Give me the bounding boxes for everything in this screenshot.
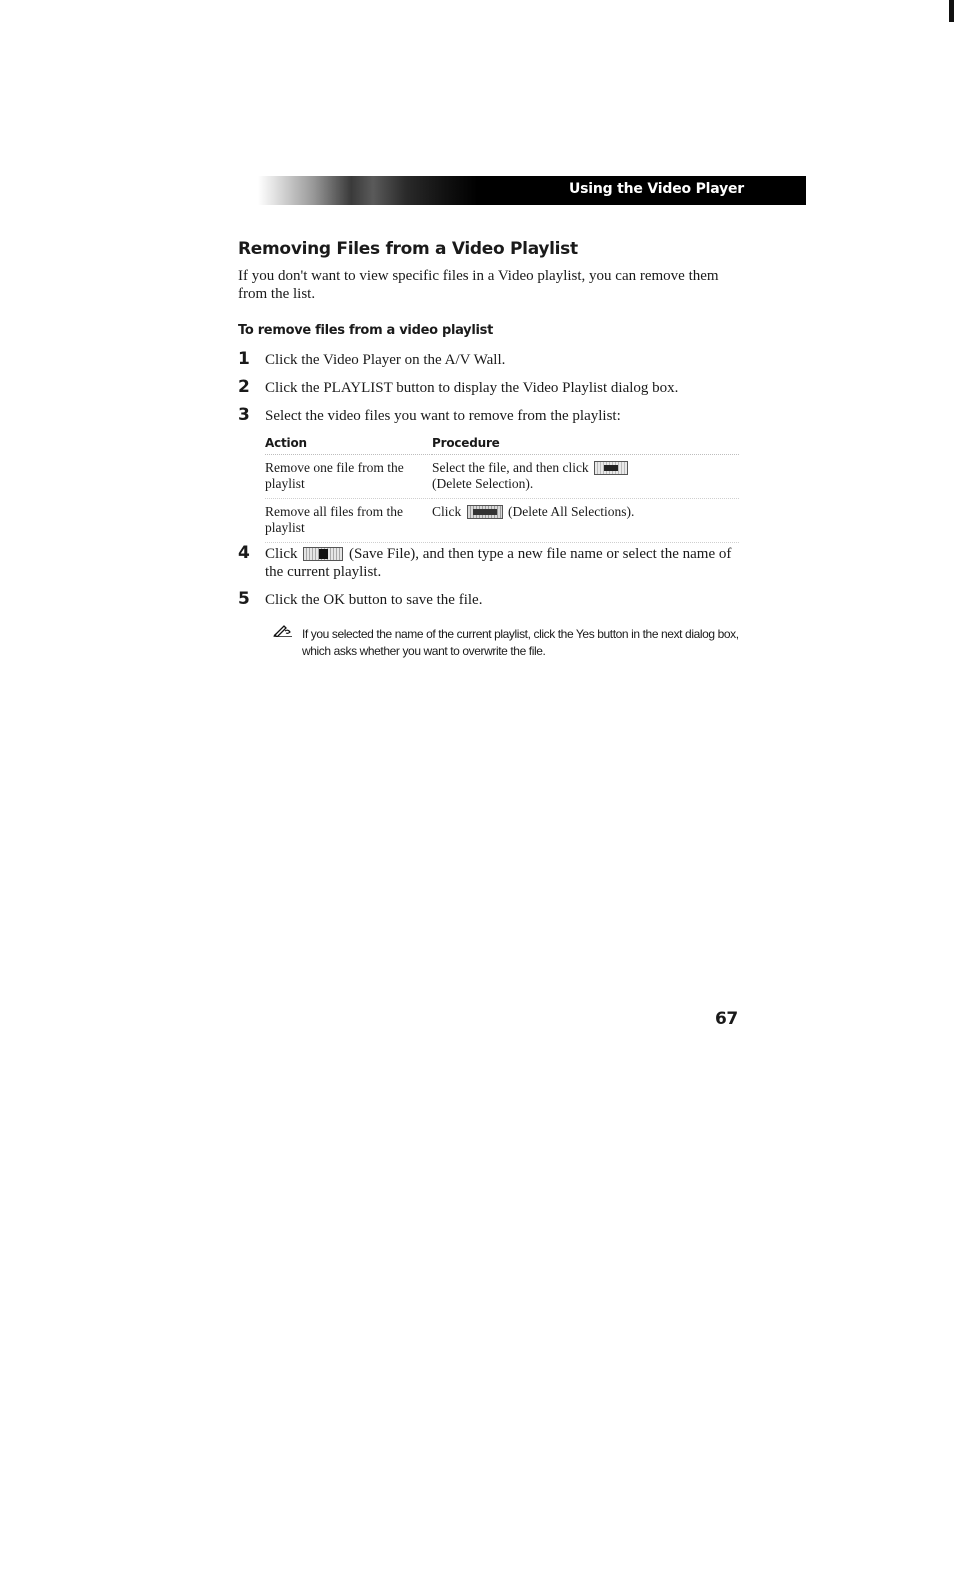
pencil-note-icon [273,623,293,637]
step-text: Click the OK button to save the file. [265,592,483,608]
action-procedure-table [265,434,739,543]
section-title: Removing Files from a Video Playlist [238,239,578,259]
table-row [265,499,739,543]
save-file-button-icon [303,547,343,561]
step-number: 5 [238,589,250,609]
action-cell: Remove all files from the playlist [265,499,432,543]
step-text: Select the video files you want to remove from the playlist: [265,408,621,424]
chapter-header-bar [258,176,806,205]
procedure-cell [432,455,739,499]
note-text: If you selected the name of the current playlist, click the Yes button in the next dialog box, which asks whether you want to overwrite the file. [302,627,739,658]
column-header-procedure: Procedure [432,434,739,455]
delete-all-selections-button-icon [467,505,503,519]
intro-paragraph: If you don't want to view specific files in a Video playlist, you can remove them from the list. [238,268,719,302]
step-text [265,545,745,581]
page-number: 67 [715,1009,738,1029]
procedure-text: Select the file, and then click [432,460,589,475]
table-row [265,455,739,499]
step-number: 2 [238,377,250,397]
procedure-text: (Delete All Selections). [508,504,635,519]
step-text-part: (Save File), and then type a new file name or select the name of the current playlist. [265,546,732,580]
procedure-title: To remove files from a video playlist [238,323,494,338]
step-number: 3 [238,405,250,425]
page-edge-mark [949,0,954,22]
table-header-row [265,434,739,455]
action-cell: Remove one file from the playlist [265,455,432,499]
chapter-title: Using the Video Player [569,181,744,197]
delete-selection-button-icon [594,461,628,475]
step-number: 1 [238,349,250,369]
column-header-action: Action [265,434,432,455]
step-text: Click the PLAYLIST button to display the Video Playlist dialog box. [265,380,679,396]
procedure-cell [432,499,739,543]
step-text-part: Click [265,546,298,562]
procedure-text: (Delete Selection). [432,476,534,491]
step-text: Click the Video Player on the A/V Wall. [265,352,506,368]
step-number: 4 [238,543,250,563]
procedure-text: Click [432,504,462,519]
